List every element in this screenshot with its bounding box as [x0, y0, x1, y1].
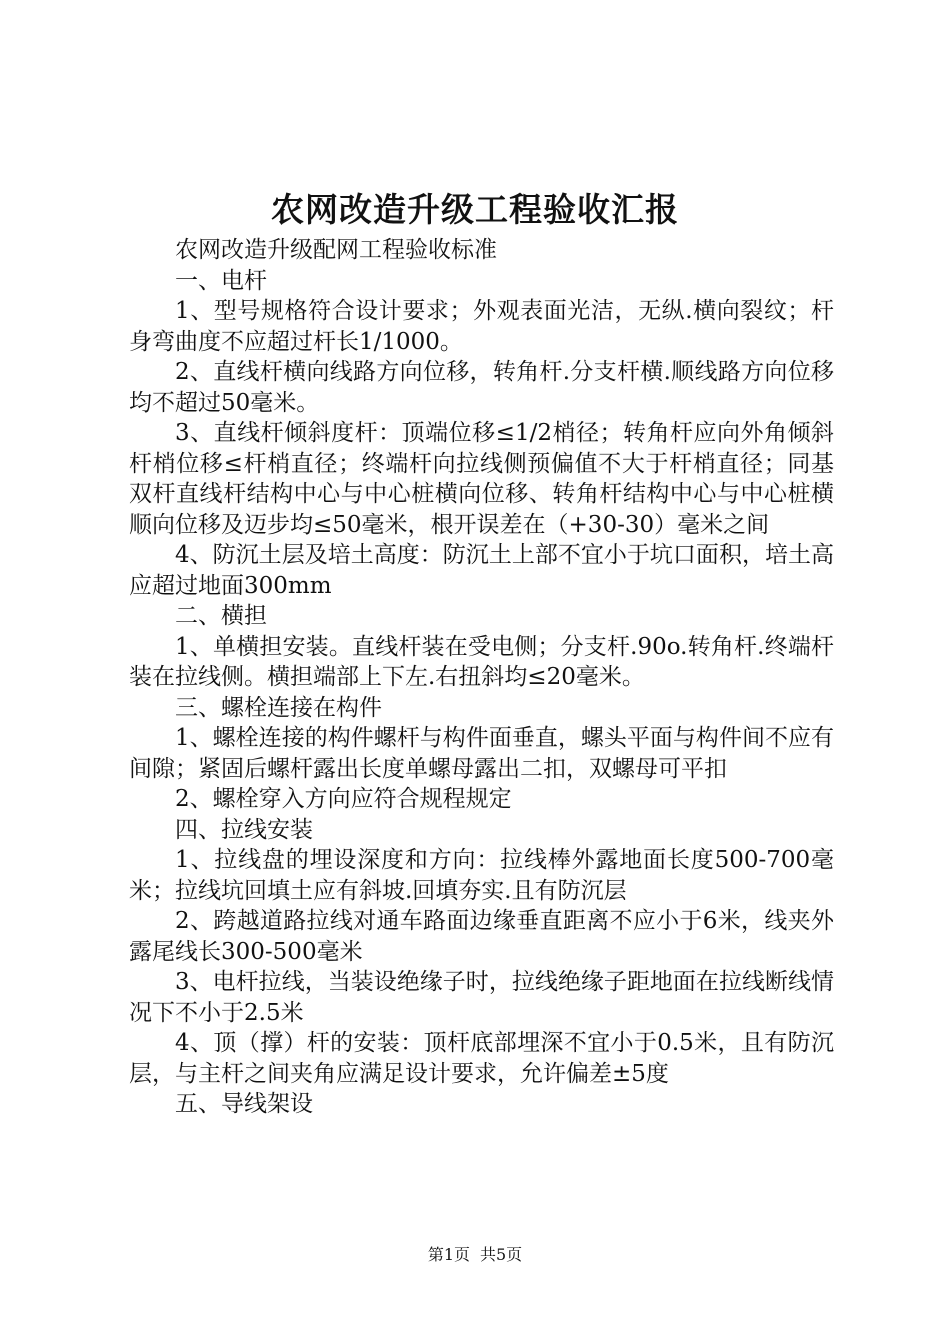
- document-body: [129, 235, 834, 1120]
- paragraph: 3、直线杆倾斜度杆：顶端位移≤1/2梢径；转角杆应向外角倾斜杆梢位移≤杆梢直径；终端杆向拉线侧预偏值不大于杆梢直径；同基双杆直线杆结构中心与中心桩横向位移、转角杆结构中心与中心桩横顺向位移及迈步均≤50毫米，根开误差在（+30-30）毫米之间: [129, 420, 834, 538]
- paragraph: 3、电杆拉线，当装设绝缘子时，拉线绝缘子距地面在拉线断线情况下不小于2.5米: [129, 969, 834, 1026]
- paragraph: 4、防沉土层及培土高度：防沉土上部不宜小于坑口面积，培土高应超过地面300mm: [129, 542, 834, 599]
- section-heading-poles: 一、电杆: [175, 267, 267, 294]
- paragraph: 1、螺栓连接的构件螺杆与构件面垂直，螺头平面与构件间不应有间隙；紧固后螺杆露出长度单螺母露出二扣，双螺母可平扣: [129, 725, 834, 782]
- paragraph: 4、顶（撑）杆的安装：顶杆底部埋深不宜小于0.5米，且有防沉层，与主杆之间夹角应满足设计要求，允许偏差±5度: [129, 1030, 834, 1087]
- paragraph: 1、型号规格符合设计要求；外观表面光洁，无纵.横向裂纹；杆身弯曲度不应超过杆长1/1000。: [129, 298, 834, 355]
- page-total: 共5页: [480, 1245, 523, 1264]
- paragraph: 2、跨越道路拉线对通车路面边缘垂直距离不应小于6米，线夹外露尾线长300-500毫米: [129, 908, 834, 965]
- section-heading-conductor: 五、导线架设: [175, 1091, 313, 1117]
- paragraph: 1、拉线盘的埋设深度和方向：拉线棒外露地面长度500-700毫米；拉线坑回填土应有斜坡.回填夯实.且有防沉层: [129, 847, 834, 904]
- section-heading-bolts: 三、螺栓连接在构件: [175, 694, 382, 721]
- document-title: 农网改造升级工程验收汇报: [271, 190, 679, 229]
- page-footer: [0, 1244, 950, 1266]
- section-heading-guy-wire: 四、拉线安装: [175, 816, 313, 843]
- section-heading-crossarm: 二、横担: [175, 603, 267, 629]
- paragraph: 2、螺栓穿入方向应符合规程规定: [175, 786, 512, 812]
- page-number: 第1页: [427, 1245, 470, 1264]
- paragraph: 1、单横担安装。直线杆装在受电侧；分支杆.90o.转角杆.终端杆装在拉线侧。横担端部上下左.右扭斜均≤20毫米。: [129, 633, 834, 690]
- paragraph-subtitle: 农网改造升级配网工程验收标准: [175, 237, 497, 263]
- paragraph: 2、直线杆横向线路方向位移，转角杆.分支杆横.顺线路方向位移均不超过50毫米。: [129, 359, 834, 416]
